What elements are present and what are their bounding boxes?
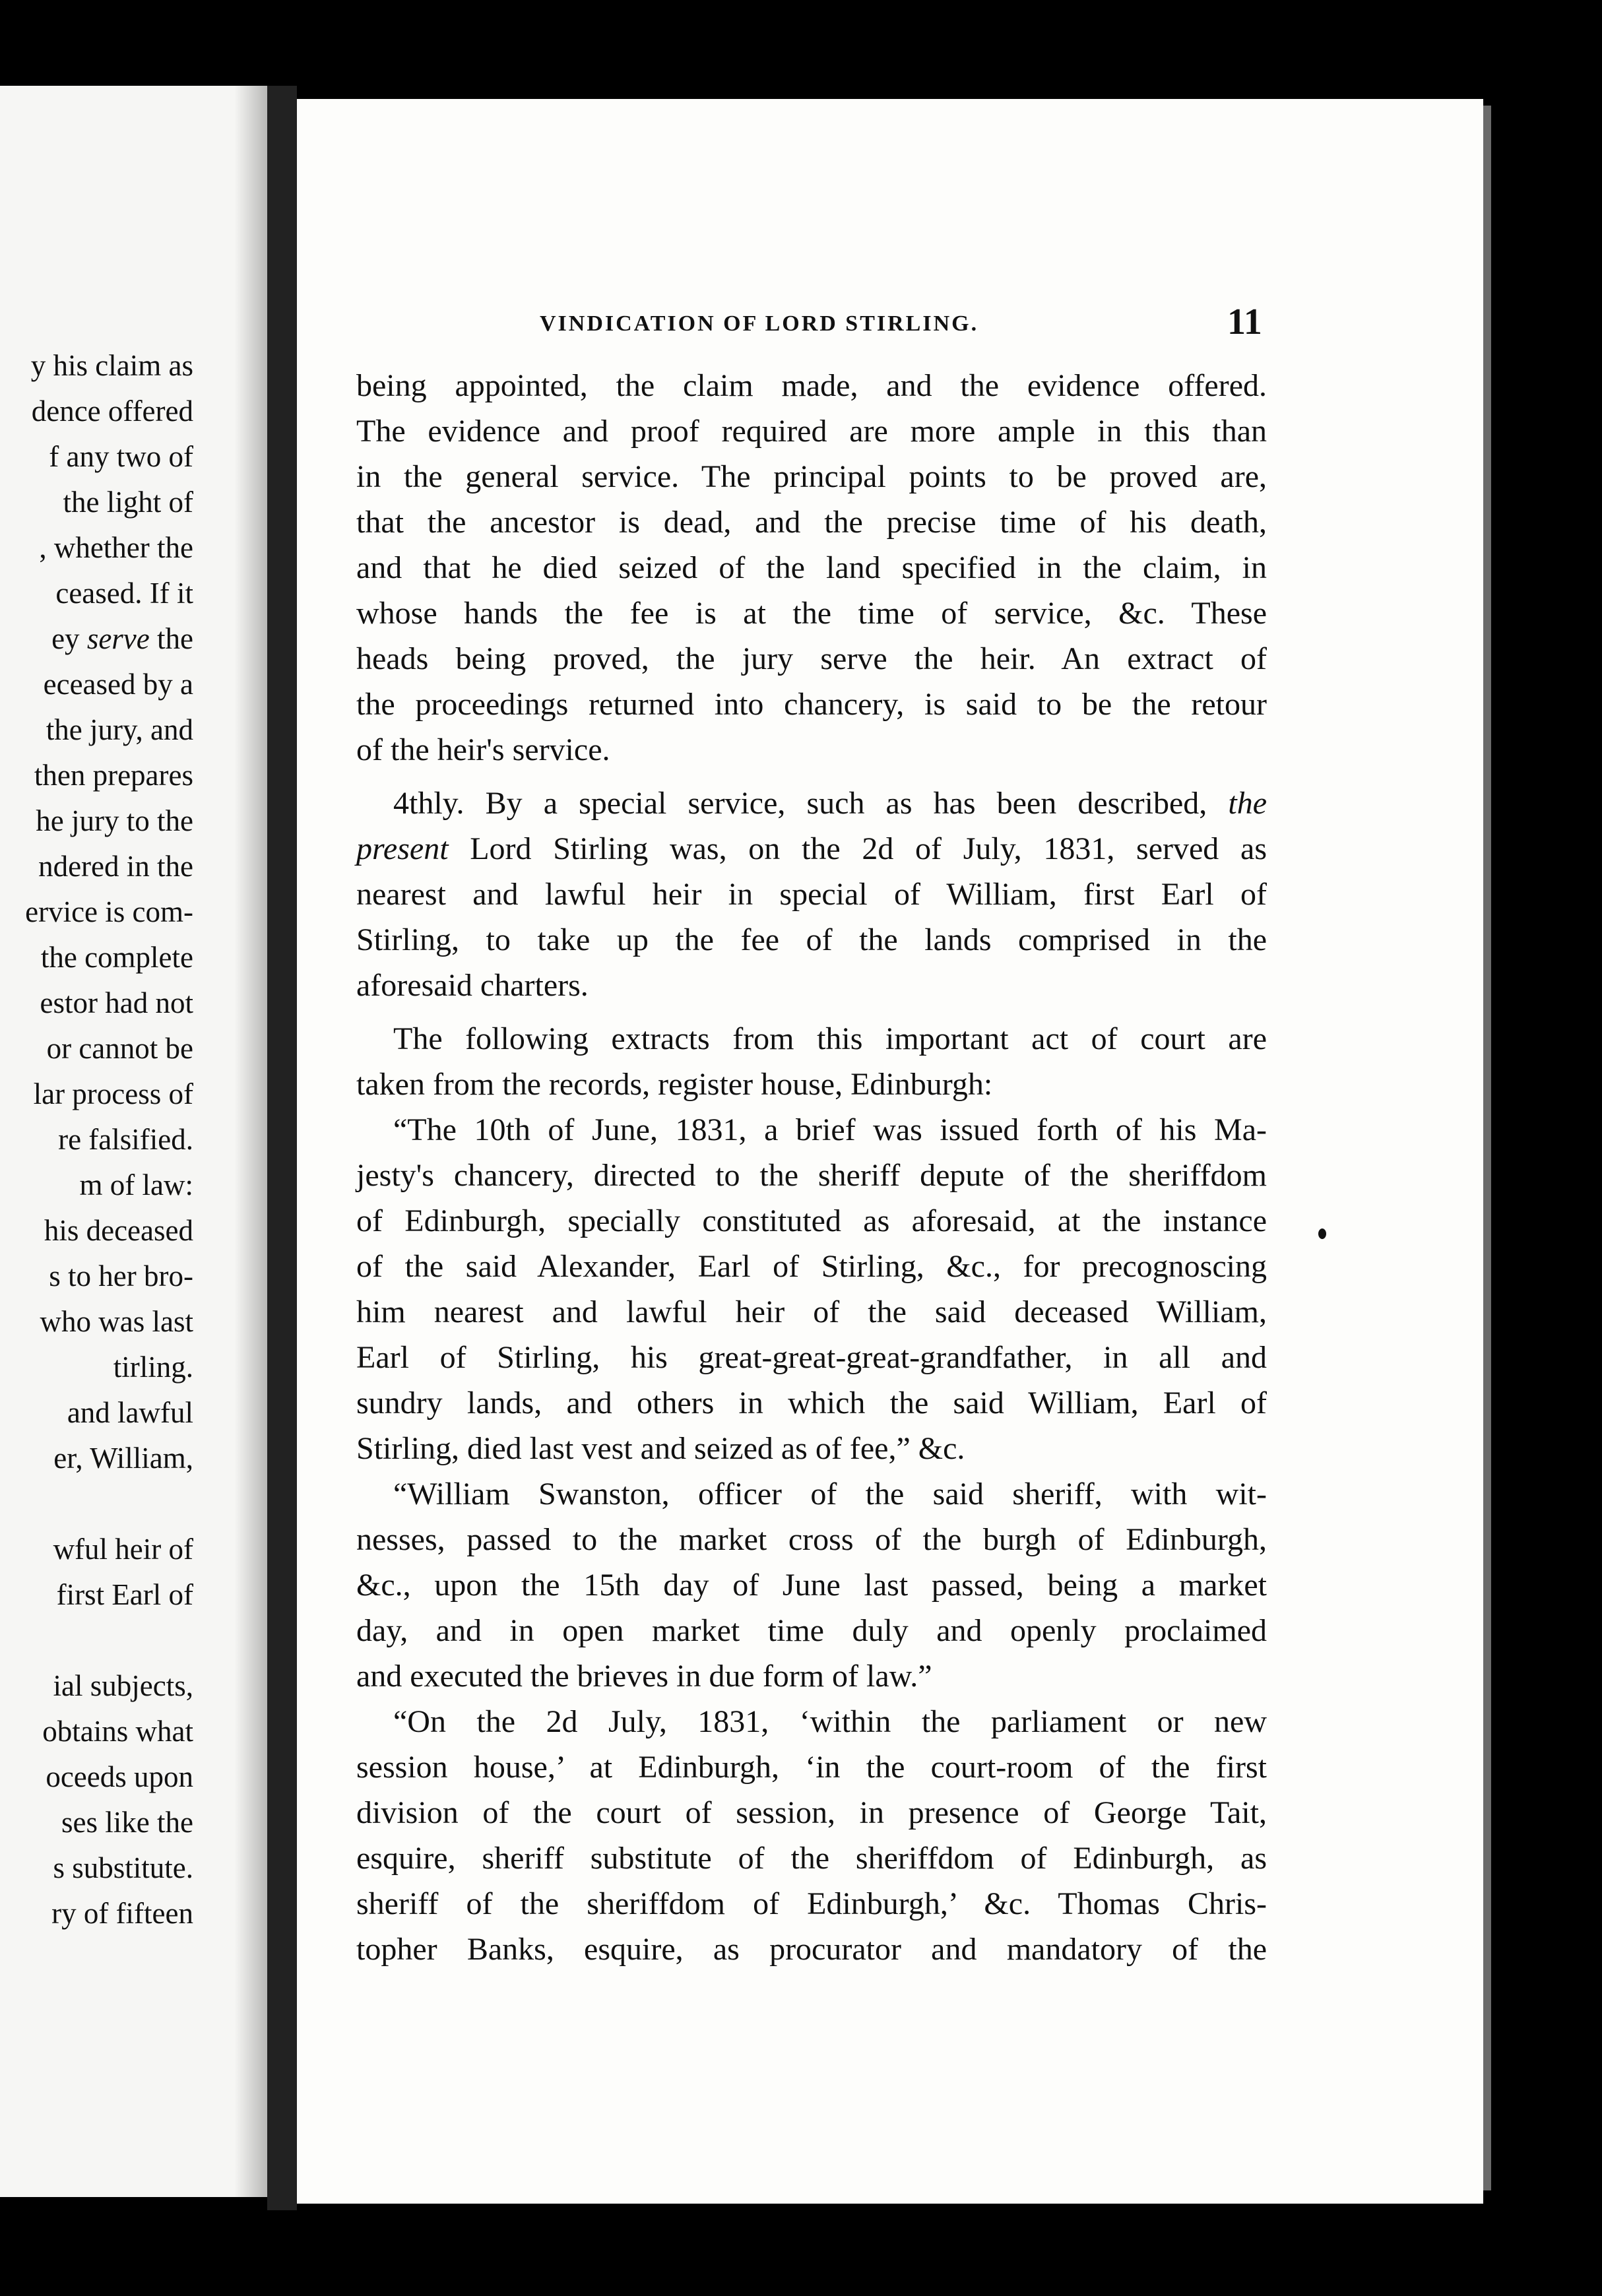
text-segment: 4thly. By a special service, such as has been described, — [393, 786, 1207, 821]
left-line: s to her bro- — [49, 1260, 193, 1292]
text-line: whose hands the fee is at the time of service, &c. These — [356, 596, 1267, 631]
text-line: aforesaid charters. — [356, 968, 589, 1003]
left-line: dence offered — [31, 395, 193, 428]
text-line: of the heir's service. — [356, 732, 610, 767]
text-segment: Lord Stirling was, on the 2d of July, 1831, served as — [470, 831, 1267, 866]
text-line: nearest and lawful heir in special of William, first Earl of — [356, 877, 1267, 912]
left-line: tirling. — [113, 1351, 193, 1384]
text-line: in the general service. The principal points to be proved are, — [356, 459, 1267, 494]
text-line: taken from the records, register house, Edinburgh: — [356, 1067, 993, 1102]
text-line: sheriff of the sheriffdom of Edinburgh,’ &c. Thomas Chris- — [356, 1886, 1267, 1921]
text-line: of the said Alexander, Earl of Stirling, &c., for precognoscing — [356, 1249, 1267, 1284]
left-line — [0, 1481, 193, 1527]
left-line: the jury, and — [46, 713, 193, 746]
left-line: re falsified. — [58, 1123, 193, 1156]
left-line: obtains what — [42, 1715, 193, 1748]
text-line: nesses, passed to the market cross of the burgh of Edinburgh, — [356, 1522, 1267, 1557]
right-page — [297, 99, 1483, 2204]
text-line: Earl of Stirling, his great-great-great-grandfather, in all and — [356, 1340, 1267, 1375]
paragraph-gap — [356, 1008, 1267, 1016]
italic-text: serve — [86, 622, 150, 655]
left-line: ry of fifteen — [51, 1897, 193, 1930]
paragraph-gap — [356, 773, 1267, 781]
left-line: lar process of — [33, 1077, 193, 1110]
left-line: ses like the — [61, 1806, 193, 1839]
left-line: his deceased — [44, 1214, 193, 1247]
text-line: day, and in open market time duly and openly proclaimed — [356, 1613, 1267, 1648]
left-line: eceased by a — [43, 668, 193, 701]
text-line: Stirling, died last vest and seized as of fee,” &c. — [356, 1431, 965, 1466]
text-line: division of the court of session, in presence of George Tait, — [356, 1795, 1267, 1830]
text-line-with-emphasis — [356, 826, 1267, 872]
text-line: The evidence and proof required are more ample in this than — [356, 414, 1267, 449]
left-line: ervice is com- — [25, 895, 193, 928]
left-line: first Earl of — [56, 1578, 193, 1611]
text-line: “The 10th of June, 1831, a brief was issued forth of his Ma- — [393, 1112, 1267, 1147]
text-line: “On the 2d July, 1831, ‘within the parliament or new — [393, 1704, 1267, 1739]
left-line: y his claim as — [30, 349, 193, 382]
gutter-shadow — [234, 86, 267, 2197]
text-line: being appointed, the claim made, and the evidence offered. — [356, 368, 1267, 403]
left-line: ceased. If it — [55, 577, 193, 610]
left-line: s substitute. — [53, 1851, 193, 1884]
left-line: ial subjects, — [53, 1669, 193, 1702]
italic-text: present — [356, 831, 449, 866]
left-line: , whether the — [39, 531, 193, 564]
left-page-text — [0, 343, 193, 1936]
book-spine-gutter — [267, 86, 297, 2210]
left-line: oceeds upon — [46, 1760, 193, 1793]
text-line: “William Swanston, officer of the said sheriff, with wit- — [393, 1477, 1267, 1512]
running-head: VINDICATION OF LORD STIRLING. — [540, 311, 979, 336]
left-line: and lawful — [67, 1396, 193, 1429]
text-line: esquire, sheriff substitute of the sheriffdom of Edinburgh, as — [356, 1841, 1267, 1876]
left-line: ndered in the — [38, 850, 193, 883]
left-line: or cannot be — [46, 1032, 193, 1065]
left-line: ey serve the — [51, 622, 193, 655]
text-line: sundry lands, and others in which the said William, Earl of — [356, 1386, 1267, 1420]
left-line: the light of — [63, 486, 193, 519]
page-edge — [1483, 106, 1491, 2190]
left-line — [0, 1618, 193, 1663]
left-page-fragment — [0, 86, 267, 2197]
text-line: and executed the brieves in due form of law.” — [356, 1659, 932, 1694]
page-number: 11 — [1227, 302, 1262, 342]
text-line: of Edinburgh, specially constituted as aforesaid, at the instance — [356, 1203, 1267, 1238]
left-line: he jury to the — [36, 804, 193, 837]
left-line: then prepares — [34, 759, 193, 792]
text-line-with-emphasis — [356, 781, 1267, 826]
text-line: jesty's chancery, directed to the sheriff depute of the sheriffdom — [356, 1158, 1267, 1193]
left-line: wful heir of — [53, 1533, 193, 1566]
text-line: &c., upon the 15th day of June last passed, being a market — [356, 1568, 1267, 1603]
left-line: estor had not — [40, 986, 193, 1019]
left-line: f any two of — [49, 440, 193, 473]
text-line: the proceedings returned into chancery, is said to be the retour — [356, 687, 1267, 722]
text-line: session house,’ at Edinburgh, ‘in the court-room of the first — [356, 1750, 1267, 1785]
left-line: m of law: — [79, 1168, 193, 1201]
italic-text: the — [1228, 786, 1267, 821]
body-text — [356, 363, 1267, 1972]
ink-speck — [1318, 1228, 1326, 1239]
text-line: Stirling, to take up the fee of the lands comprised in the — [356, 922, 1267, 957]
text-line: The following extracts from this important act of court are — [393, 1021, 1267, 1056]
left-line: er, William, — [53, 1442, 193, 1475]
text-line: and that he died seized of the land specified in the claim, in — [356, 550, 1267, 585]
text-line: him nearest and lawful heir of the said deceased William, — [356, 1294, 1267, 1329]
text-line: topher Banks, esquire, as procurator and mandatory of the — [356, 1932, 1267, 1967]
text-line: that the ancestor is dead, and the precise time of his death, — [356, 505, 1267, 540]
left-line: who was last — [40, 1305, 193, 1338]
left-line: the complete — [40, 941, 193, 974]
text-line: heads being proved, the jury serve the heir. An extract of — [356, 641, 1267, 676]
